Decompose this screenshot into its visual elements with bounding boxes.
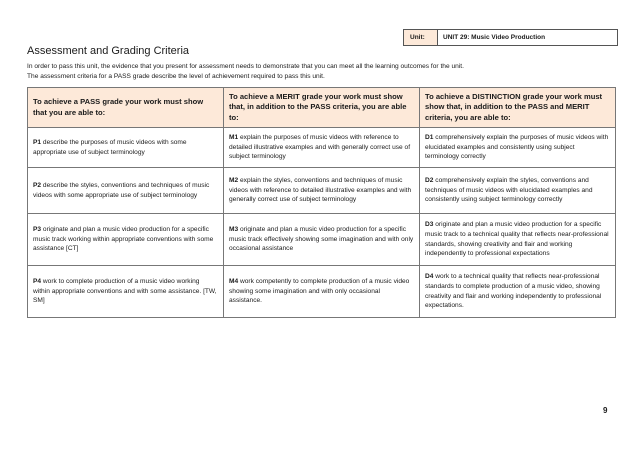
unit-header-box — [403, 29, 618, 46]
grading-criteria-table — [27, 87, 616, 318]
criterion-cell — [224, 128, 420, 168]
table-row — [28, 214, 616, 266]
table-row — [28, 168, 616, 214]
criterion-cell — [420, 266, 616, 318]
criterion-code: D3 — [425, 221, 434, 229]
criterion-code: D2 — [425, 177, 434, 185]
criterion-cell — [28, 168, 224, 214]
criterion-code: P2 — [33, 181, 42, 189]
table-row — [28, 266, 616, 318]
page-number: 9 — [603, 406, 608, 415]
criterion-text: comprehensively explain the purposes of music videos with elucidated examples and consistently using subject terminology correctly — [425, 134, 609, 161]
criterion-cell — [224, 214, 420, 266]
criterion-text: work competently to complete production of a music video showing some imagination and with only occasional assistance. — [229, 278, 410, 305]
criterion-code: P3 — [33, 226, 42, 234]
criterion-cell — [420, 128, 616, 168]
criterion-cell — [420, 214, 616, 266]
criterion-text: work to complete production of a music video working within appropriate conventions and with some assistance. [TW, SM] — [33, 278, 217, 305]
header-pass: To achieve a PASS grade your work must show that you are able to: — [28, 88, 224, 128]
unit-label: Unit: — [404, 30, 438, 45]
intro-line-1: In order to pass this unit, the evidence that you present for assessment needs to demonstrate that you can meet all the learning outcomes for the unit. — [27, 63, 464, 70]
criterion-cell — [28, 128, 224, 168]
table-row — [28, 128, 616, 168]
table-header-row — [28, 88, 616, 128]
criterion-text: work to a technical quality that reflects near-professional standards to complete production of a music video, showing creativity and flair and working independently to professional expectations. — [425, 273, 602, 310]
header-merit: To achieve a MERIT grade your work must show that, in addition to the PASS criteria, you are able to: — [224, 88, 420, 128]
criterion-text: originate and plan a music video production for a specific music track working within appropriate conventions with some assistance [CT] — [33, 226, 214, 253]
criterion-code: P4 — [33, 278, 42, 286]
criterion-code: D4 — [425, 273, 434, 281]
criterion-code: P1 — [33, 138, 42, 146]
criterion-code: D1 — [425, 134, 434, 142]
header-distinction: To achieve a DISTINCTION grade your work must show that, in addition to the PASS and MERIT criteria, you are able to: — [420, 88, 616, 128]
page-title: Assessment and Grading Criteria — [27, 45, 190, 57]
criterion-text: describe the styles, conventions and techniques of music videos with some appropriate use of subject terminology — [33, 181, 210, 199]
criterion-cell — [420, 168, 616, 214]
criterion-text: explain the purposes of music videos with reference to detailed illustrative examples and with generally correct use of subject terminology — [229, 134, 411, 161]
criterion-cell — [224, 266, 420, 318]
criterion-text: explain the styles, conventions and techniques of music videos with reference to detailed illustrative examples and with generally correct use of subject terminology — [229, 177, 412, 204]
criterion-text: originate and plan a music video production for a specific music track effectively showing some imagination and with only occasional assistance — [229, 226, 414, 253]
criterion-text: describe the purposes of music videos with some appropriate use of subject terminology — [33, 138, 187, 156]
criterion-cell — [224, 168, 420, 214]
criterion-code: M4 — [229, 278, 239, 286]
intro-text — [27, 62, 617, 82]
intro-line-2: The assessment criteria for a PASS grade describe the level of achievement required to pass this unit. — [27, 73, 325, 80]
criterion-cell — [28, 214, 224, 266]
criterion-text: originate and plan a music video production for a specific music track to a technical quality that reflects near-professional standards, showing creativity and flair and working independently to professional expectations — [425, 221, 609, 258]
criterion-code: M3 — [229, 226, 239, 234]
unit-title: UNIT 29: Music Video Production — [443, 34, 546, 41]
criterion-cell — [28, 266, 224, 318]
criterion-code: M1 — [229, 134, 239, 142]
criterion-code: M2 — [229, 177, 239, 185]
criterion-text: comprehensively explain the styles, conventions and techniques of music videos with elucidated examples and consistently using subject terminology correctly — [425, 177, 593, 204]
